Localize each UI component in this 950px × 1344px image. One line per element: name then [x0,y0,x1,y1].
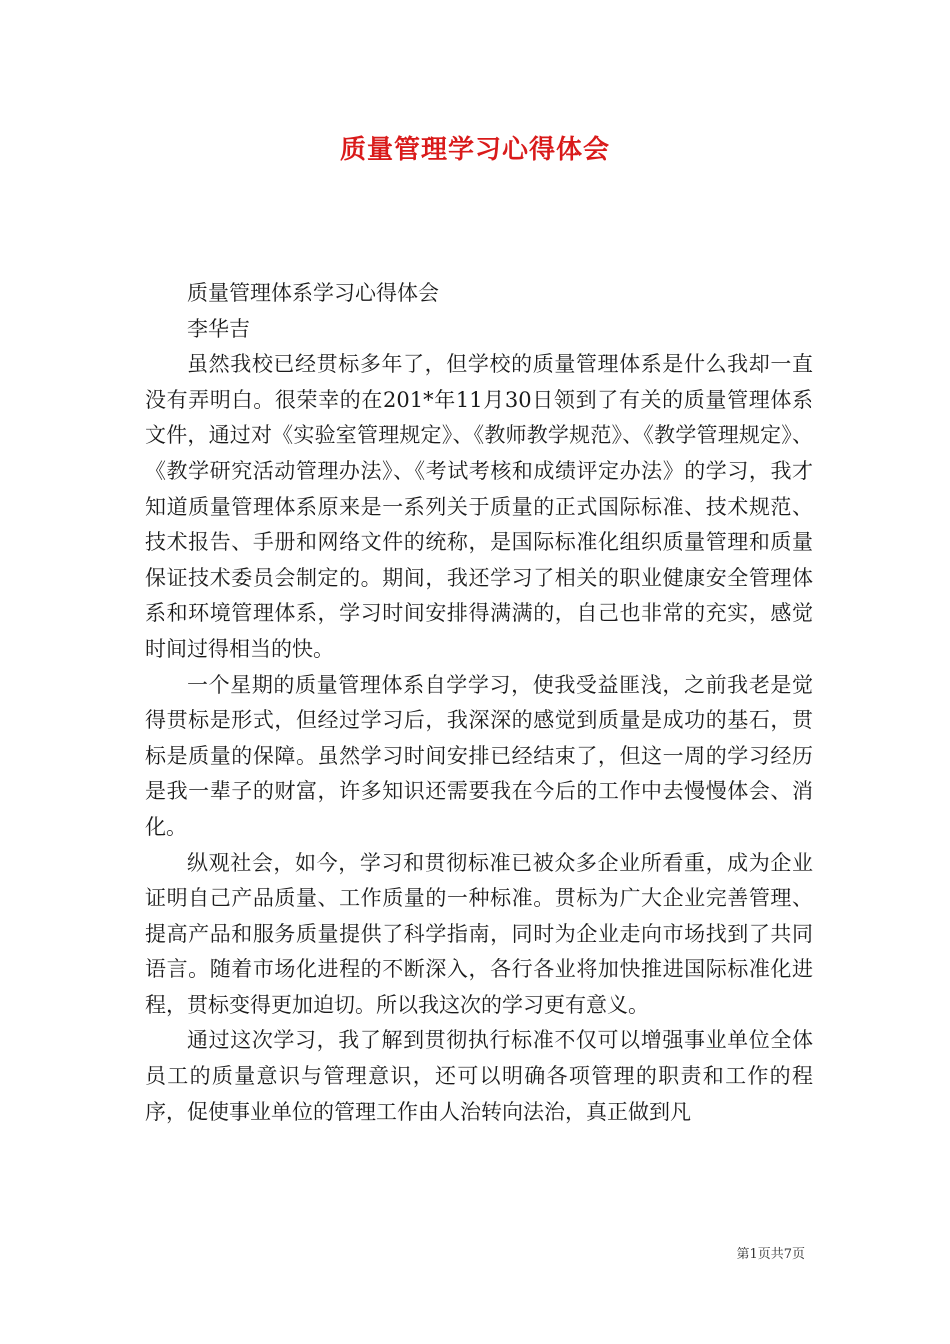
paragraph: 通过这次学习，我了解到贯彻执行标准不仅可以增强事业单位全体员工的质量意识与管理意识，还可以明确各项管理的职责和工作的程序，促使事业单位的管理工作由人治转向法治，真正做到凡 [145,1028,813,1124]
paragraph: 虽然我校已经贯标多年了，但学校的质量管理体系是什么我却一直没有弄明白。很荣幸的在201*年11月30日领到了有关的质量管理体系文件，通过对《实验室管理规定》、《教师教学规范》、《教学管理规定》、《教学研究活动管理办法》、《考试考核和成绩评定办法》的学习，我才知道质量管理体系原来是一系列关于质量的正式国际标准、技术规范、技术报告、手册和网络文件的统称，是国际标准化组织质量管理和质量保证技术委员会制定的。期间，我还学习了相关的职业健康安全管理体系和环境管理体系，学习时间安排得满满的，自己也非常的充实，感觉时间过得相当的快。 [145,352,813,661]
document-title: 质量管理学习心得体会 [339,135,610,165]
paragraph-subtitle: 质量管理体系学习心得体会 [187,281,439,305]
document-body [145,276,813,1130]
paragraph-author: 李华吉 [187,316,250,341]
paragraph: 一个星期的质量管理体系自学学习，使我受益匪浅，之前我老是觉得贯标是形式，但经过学习后，我深深的感觉到质量是成功的基石，贯标是质量的保障。虽然学习时间安排已经结束了，但这一周的学习经历是我一辈子的财富，许多知识还需要我在今后的工作中去慢慢体会、消化。 [145,672,813,839]
page-number: 第1页共7页 [736,1247,805,1262]
paragraph: 纵观社会，如今，学习和贯彻标准已被众多企业所看重，成为企业证明自己产品质量、工作质量的一种标准。贯标为广大企业完善管理、提高产品和服务质量提供了科学指南，同时为企业走向市场找到了共同语言。随着市场化进程的不断深入，各行各业将加快推进国际标准化进程，贯标变得更加迫切。所以我这次的学习更有意义。 [145,850,813,1017]
